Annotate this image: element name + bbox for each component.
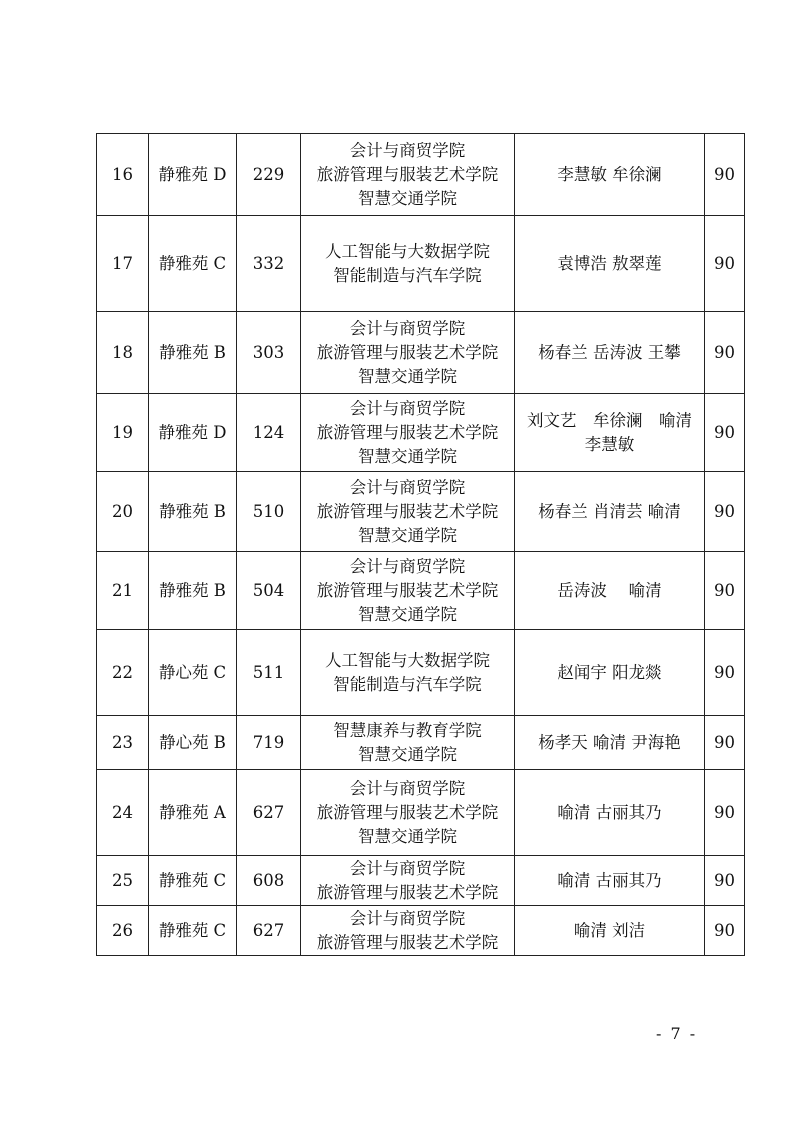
- score-cell: 90: [705, 134, 745, 216]
- row-number-cell: 20: [97, 472, 149, 552]
- students-cell: [515, 770, 705, 856]
- table-row: [97, 552, 745, 630]
- building-cell: 静雅苑 C: [149, 856, 237, 906]
- score-cell: 90: [705, 856, 745, 906]
- student-names: 喻清 刘洁: [573, 920, 646, 940]
- students-cell: [515, 134, 705, 216]
- colleges-cell: [301, 630, 515, 716]
- room-number-cell: 511: [237, 630, 301, 716]
- room-number-cell: 229: [237, 134, 301, 216]
- room-number-cell: 608: [237, 856, 301, 906]
- room-number-cell: 124: [237, 394, 301, 472]
- room-number-cell: 627: [237, 770, 301, 856]
- score-cell: 90: [705, 394, 745, 472]
- page-number: - 7 -: [656, 1024, 698, 1043]
- score-cell: 90: [705, 716, 745, 770]
- score-cell: 90: [705, 472, 745, 552]
- row-number-cell: 22: [97, 630, 149, 716]
- students-cell: [515, 906, 705, 956]
- row-number-cell: 18: [97, 312, 149, 394]
- college-name: 智慧交通学院: [358, 446, 457, 466]
- row-number-cell: 23: [97, 716, 149, 770]
- college-name: 会计与商贸学院: [349, 318, 466, 338]
- college-name: 会计与商贸学院: [349, 140, 466, 160]
- room-number-cell: 719: [237, 716, 301, 770]
- college-name: 旅游管理与服装艺术学院: [316, 342, 499, 362]
- building-cell: 静雅苑 C: [149, 216, 237, 312]
- score-cell: 90: [705, 770, 745, 856]
- table-row: [97, 856, 745, 906]
- score-cell: 90: [705, 216, 745, 312]
- college-name: 智慧交通学院: [358, 366, 457, 386]
- student-names: 喻清 古丽其乃: [557, 870, 662, 890]
- college-name: 旅游管理与服装艺术学院: [316, 164, 499, 184]
- colleges-cell: [301, 906, 515, 956]
- dormitory-score-table: [96, 133, 745, 956]
- table-row: [97, 630, 745, 716]
- score-cell: 90: [705, 312, 745, 394]
- students-cell: [515, 312, 705, 394]
- student-names: 赵闻宇 阳龙燚: [557, 662, 662, 682]
- student-names-line: 刘文艺 牟徐澜 喻清: [527, 410, 692, 430]
- table-row: [97, 394, 745, 472]
- colleges-cell: [301, 134, 515, 216]
- table-row: [97, 716, 745, 770]
- college-name: 智慧康养与教育学院: [333, 720, 482, 740]
- college-name: 智慧交通学院: [358, 525, 457, 545]
- colleges-cell: [301, 394, 515, 472]
- college-name: 人工智能与大数据学院: [325, 241, 490, 261]
- colleges-cell: [301, 856, 515, 906]
- building-cell: 静心苑 B: [149, 716, 237, 770]
- college-name: 会计与商贸学院: [349, 778, 466, 798]
- student-names: 杨孝天 喻清 尹海艳: [538, 732, 681, 752]
- students-cell: [515, 472, 705, 552]
- college-name: 智能制造与汽车学院: [333, 674, 482, 694]
- students-cell: [515, 716, 705, 770]
- building-cell: 静雅苑 B: [149, 552, 237, 630]
- college-name: 人工智能与大数据学院: [325, 650, 490, 670]
- students-cell: [515, 552, 705, 630]
- table-row: [97, 472, 745, 552]
- students-cell: [515, 394, 705, 472]
- college-name: 旅游管理与服装艺术学院: [316, 422, 499, 442]
- student-names: 杨春兰 岳涛波 王攀: [538, 342, 681, 362]
- college-name: 旅游管理与服装艺术学院: [316, 580, 499, 600]
- college-name: 旅游管理与服装艺术学院: [316, 882, 499, 902]
- colleges-cell: [301, 716, 515, 770]
- college-name: 智慧交通学院: [358, 188, 457, 208]
- room-number-cell: 627: [237, 906, 301, 956]
- score-cell: 90: [705, 552, 745, 630]
- colleges-cell: [301, 552, 515, 630]
- student-names: 杨春兰 肖清芸 喻清: [538, 501, 681, 521]
- colleges-cell: [301, 770, 515, 856]
- row-number-cell: 19: [97, 394, 149, 472]
- college-name: 智慧交通学院: [358, 604, 457, 624]
- score-cell: 90: [705, 906, 745, 956]
- college-name: 智慧交通学院: [358, 826, 457, 846]
- building-cell: 静心苑 C: [149, 630, 237, 716]
- row-number-cell: 17: [97, 216, 149, 312]
- students-cell: [515, 856, 705, 906]
- student-names: 袁博浩 敖翠莲: [557, 253, 662, 273]
- college-name: 智能制造与汽车学院: [333, 265, 482, 285]
- score-cell: 90: [705, 630, 745, 716]
- table-row: [97, 906, 745, 956]
- student-names: 岳涛波 喻清: [557, 580, 662, 600]
- college-name: 会计与商贸学院: [349, 858, 466, 878]
- building-cell: 静雅苑 A: [149, 770, 237, 856]
- college-name: 会计与商贸学院: [349, 398, 466, 418]
- building-cell: 静雅苑 C: [149, 906, 237, 956]
- room-number-cell: 332: [237, 216, 301, 312]
- college-name: 会计与商贸学院: [349, 908, 466, 928]
- row-number-cell: 25: [97, 856, 149, 906]
- row-number-cell: 24: [97, 770, 149, 856]
- college-name: 会计与商贸学院: [349, 477, 466, 497]
- table-row: [97, 770, 745, 856]
- students-cell: [515, 216, 705, 312]
- college-name: 智慧交通学院: [358, 744, 457, 764]
- table-row: [97, 134, 745, 216]
- college-name: 旅游管理与服装艺术学院: [316, 802, 499, 822]
- row-number-cell: 26: [97, 906, 149, 956]
- table-row: [97, 312, 745, 394]
- colleges-cell: [301, 312, 515, 394]
- student-names-line: 李慧敏: [584, 434, 635, 454]
- row-number-cell: 21: [97, 552, 149, 630]
- students-cell: [515, 630, 705, 716]
- building-cell: 静雅苑 D: [149, 394, 237, 472]
- college-name: 旅游管理与服装艺术学院: [316, 501, 499, 521]
- table-row: [97, 216, 745, 312]
- colleges-cell: [301, 216, 515, 312]
- college-name: 旅游管理与服装艺术学院: [316, 932, 499, 952]
- student-names: 喻清 古丽其乃: [557, 802, 662, 822]
- colleges-cell: [301, 472, 515, 552]
- room-number-cell: 303: [237, 312, 301, 394]
- college-name: 会计与商贸学院: [349, 556, 466, 576]
- student-names: 李慧敏 牟徐澜: [557, 164, 662, 184]
- table-body: [97, 134, 745, 956]
- room-number-cell: 504: [237, 552, 301, 630]
- building-cell: 静雅苑 B: [149, 312, 237, 394]
- building-cell: 静雅苑 B: [149, 472, 237, 552]
- building-cell: 静雅苑 D: [149, 134, 237, 216]
- room-number-cell: 510: [237, 472, 301, 552]
- row-number-cell: 16: [97, 134, 149, 216]
